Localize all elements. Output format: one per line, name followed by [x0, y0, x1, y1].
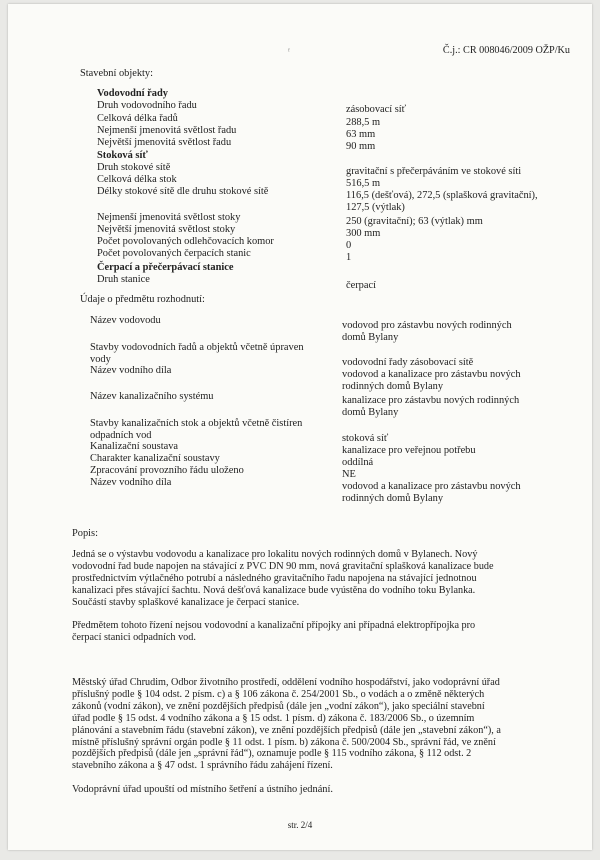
row-value: kanalizace pro zástavbu nových rodinných — [342, 395, 520, 406]
row-value: vodovod a kanalizace pro zástavbu nových — [342, 369, 521, 380]
row-value: vodovodní řady zásobovací sítě — [342, 357, 474, 368]
row-value: 116,5 (dešťová), 272,5 (splašková gravitační), — [346, 190, 538, 201]
stavebni-objekty-title: Stavební objekty: — [80, 68, 154, 79]
text-line: pozdějších předpisů (dále jen „správní řád“), oznamuje podle § 115 vodního zákona, § 112 odst. 2 — [72, 748, 472, 760]
document-page — [8, 4, 592, 850]
row-label: Celková délka řadů — [97, 113, 178, 124]
row-value: 250 (gravitační); 63 (výtlak) mm — [346, 216, 483, 227]
text-line: Předmětem tohoto řízení nejsou vodovodní a kanalizační přípojky ani případná elektropřípojka pro — [72, 620, 476, 631]
row-value: 516,5 m — [346, 178, 381, 189]
row-label: Počet povolovaných čerpacích stanic — [97, 248, 251, 259]
text-line: stavebního zákona a § 47 odst. 1 správního řádu zahájení řízení. — [72, 760, 333, 772]
row-value: gravitační s přečerpáváním ve stokové síti — [346, 166, 522, 177]
row-label: Název vodního díla — [90, 365, 172, 376]
row-label: Celková délka stok — [97, 174, 177, 185]
popis-paragraph-3 — [72, 677, 552, 772]
row-label: Zpracování provozního řádu uloženo — [90, 465, 244, 476]
row-value: NE — [342, 469, 356, 480]
text-line: místně příslušný správní orgán podle § 11 odst. 1 písm. b) zákona č. 500/2004 Sb., správní řád, ve znění — [72, 736, 496, 748]
row-value-continued: rodinných domů Bylany — [342, 493, 444, 504]
text-line: vodovodní řad bude napojen na stávající z PVC DN 90 mm, nová gravitační splašková kanalizace bude — [72, 560, 494, 572]
row-label: Nejmenší jmenovitá světlost řadu — [97, 125, 237, 136]
row-value-continued: rodinných domů Bylany — [342, 381, 444, 392]
text-line: plánování a stavebním řádu (stavební zákon), ve znění pozdějších předpisů (dále jen „stavební zákon“), a — [72, 724, 501, 736]
row-label-continued: vody — [90, 354, 111, 365]
row-value: stoková síť — [342, 433, 389, 444]
row-value: 0 — [346, 240, 352, 251]
row-label: Největší jmenovitá světlost stoky — [97, 224, 236, 235]
text-line: příslušný podle § 104 odst. 2 písm. c) a § 106 zákona č. 254/2001 Sb., o vodách a o změně některých — [72, 688, 485, 700]
row-label: Délky stokové sítě dle druhu stokové sítě — [97, 186, 269, 197]
text-line: prostřednictvím výtlačného potrubí a následného gravitačního řadu napojena na stávající jednotnou — [72, 572, 477, 584]
udaje-title: Údaje o předmětu rozhodnutí: — [80, 294, 205, 305]
row-value: kanalizace pro veřejnou potřebu — [342, 445, 476, 456]
row-label: Název kanalizačního systému — [90, 391, 214, 402]
row-label: Nejmenší jmenovitá světlost stoky — [97, 212, 241, 223]
row-label: Název vodního díla — [90, 477, 172, 488]
row-label: Charakter kanalizační soustavy — [90, 453, 220, 464]
section-heading-cerpaci: Čerpací a přečerpávací stanice — [97, 262, 234, 273]
row-label: Druh stanice — [97, 274, 150, 285]
row-value: 1 — [346, 252, 352, 263]
row-value-continued: domů Bylany — [342, 332, 399, 343]
row-value: 63 mm — [346, 129, 376, 140]
row-label-continued: odpadních vod — [90, 430, 152, 441]
row-label: Stavby vodovodních řadů a objektů včetně úpraven — [90, 342, 304, 353]
scan-speck: ᶠ — [288, 46, 290, 56]
row-value: vodovod a kanalizace pro zástavbu nových — [342, 481, 521, 492]
row-label: Stavby kanalizačních stok a objektů včetně čistíren — [90, 418, 303, 429]
row-label: Počet povolovaných odlehčovacích komor — [97, 236, 274, 247]
row-label: Název vodovodu — [90, 315, 161, 326]
row-value: 300 mm — [346, 228, 381, 239]
row-label: Druh vodovodního řadu — [97, 100, 197, 111]
row-value: vodovod pro zástavbu nových rodinných — [342, 320, 512, 331]
row-label: Kanalizační soustava — [90, 441, 178, 452]
section-heading-stoky: Stoková síť — [97, 150, 148, 161]
row-label: Druh stokové sítě — [97, 162, 171, 173]
row-value: čerpací — [346, 280, 376, 291]
reference-number: Č.j.: CR 008046/2009 OŽP/Ku — [442, 45, 570, 56]
text-line: Městský úřad Chrudim, Odbor životního prostředí, oddělení vodního hospodářství, jako vodoprávní úřad — [72, 677, 500, 688]
text-line: Součástí stavby splaškové kanalizace je čerpací stanice. — [72, 596, 300, 608]
text-line: zákonů (vodní zákon), ve znění pozdějších předpisů (dále jen „vodní zákon“), jako speciální stavební — [72, 700, 485, 712]
section-heading-vodovod: Vodovodní řady — [97, 88, 168, 99]
row-value-continued: 127,5 (výtlak) — [346, 202, 405, 213]
page-number: str. 2/4 — [287, 820, 313, 830]
row-label: Největší jmenovitá světlost řadu — [97, 137, 232, 148]
popis-paragraph-2 — [72, 620, 552, 644]
row-value: oddílná — [342, 457, 374, 468]
text-line: kanalizaci přes stávající šachtu. Nová dešťová kanalizace bude vyústěna do vodního toku Bylanka. — [72, 584, 476, 596]
row-value: zásobovací síť — [346, 104, 407, 115]
text-line: čerpací stanici odpadních vod. — [72, 631, 196, 643]
row-value-continued: domů Bylany — [342, 407, 399, 418]
popis-title: Popis: — [72, 528, 98, 539]
row-value: 90 mm — [346, 141, 376, 152]
popis-paragraph-1 — [72, 549, 552, 609]
popis-paragraph-4: Vodoprávní úřad upouští od místního šetření a ústního jednání. — [72, 784, 333, 795]
row-value: 288,5 m — [346, 117, 381, 128]
text-line: úřad podle § 15 odst. 4 vodního zákona a § 15 odst. 1 písm. d) zákona č. 183/2006 Sb., o územním — [72, 712, 475, 724]
text-line: Jedná se o výstavbu vodovodu a kanalizace pro lokalitu nových rodinných domů v Bylanech. Nový — [72, 549, 478, 560]
